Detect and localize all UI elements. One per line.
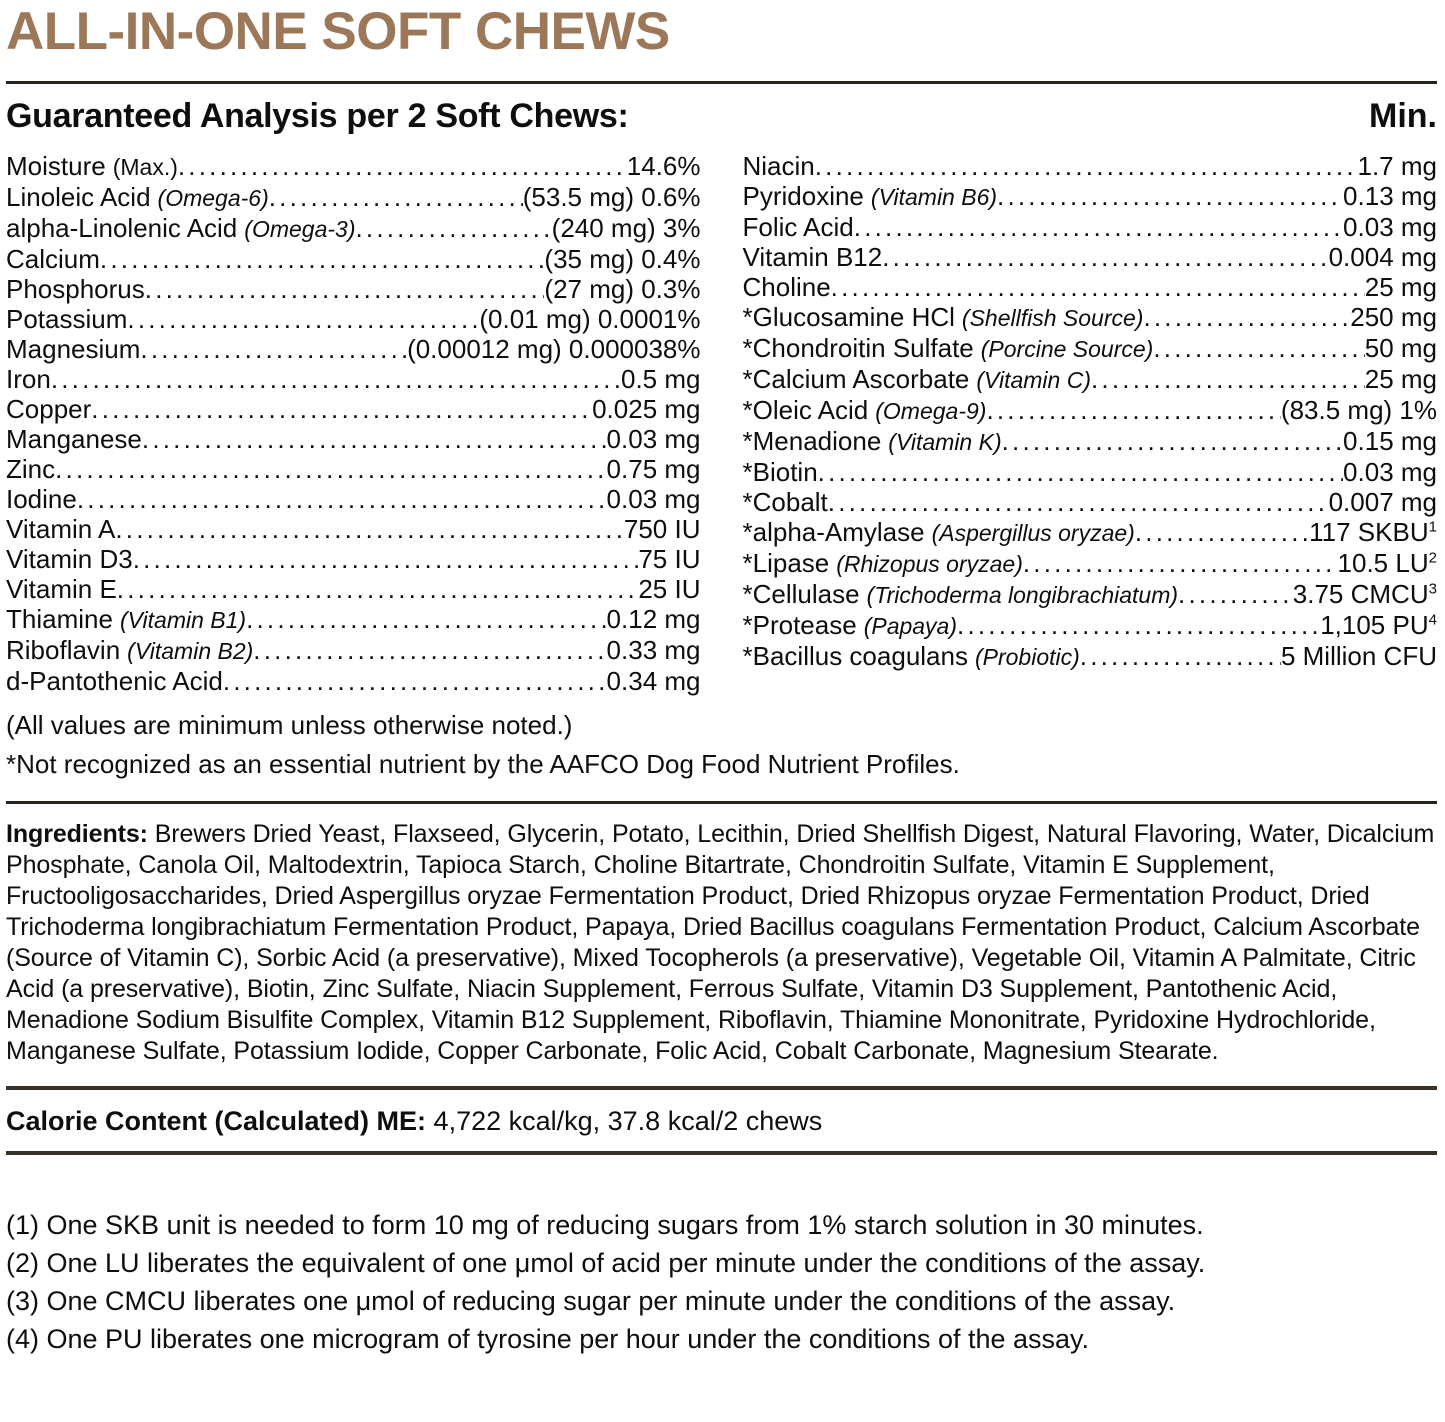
- dot-leader: [1002, 426, 1343, 456]
- nutrient-name: [6, 182, 269, 213]
- nutrient-name: [743, 242, 883, 272]
- nutrient-amount: 1,105 PU: [1320, 609, 1429, 640]
- nutrient-amount: 117 SKBU: [1309, 516, 1429, 547]
- dot-leader: [355, 213, 551, 243]
- nutrient-label: Vitamin A: [6, 513, 116, 544]
- analysis-row: [743, 151, 1438, 181]
- nutrient-amount: 50 mg: [1364, 332, 1437, 363]
- nutrient-name: [743, 395, 987, 426]
- nutrient-label: Linoleic Acid: [6, 181, 151, 212]
- nutrient-value: [1358, 151, 1438, 181]
- nutrient-amount: 0.12 mg: [606, 603, 701, 634]
- ingredients-paragraph: [6, 819, 1437, 1067]
- nutrient-label: Folic Acid: [742, 211, 854, 242]
- nutrient-label: *Cellulase: [742, 578, 860, 609]
- nutrient-value: [607, 484, 701, 514]
- nutrient-name: [743, 181, 998, 212]
- dot-leader: [997, 181, 1343, 211]
- dot-leader: [115, 514, 624, 544]
- dot-leader: [253, 635, 606, 665]
- nutrient-name: [743, 333, 1154, 364]
- nutrient-name: [743, 610, 958, 641]
- nutrient-name: [743, 457, 818, 487]
- nutrient-amount: 5 Million CFU: [1280, 640, 1437, 671]
- nutrient-amount: (27 mg) 0.3%: [544, 273, 701, 304]
- dot-leader: [1080, 641, 1281, 671]
- nutrient-label: Iodine: [6, 483, 77, 514]
- aafco-note: *Not recognized as an essential nutrient by the AAFCO Dog Food Nutrient Profiles.: [6, 748, 960, 779]
- nutrient-label: Vitamin B12: [742, 241, 883, 272]
- dot-leader: [100, 244, 545, 274]
- analysis-row: [6, 182, 701, 213]
- nutrient-label: *Calcium Ascorbate: [742, 363, 970, 394]
- nutrient-value: [1293, 579, 1437, 609]
- dot-leader: [818, 457, 1343, 487]
- nutrient-name: [743, 579, 1179, 610]
- nutrient-value: [1338, 548, 1437, 578]
- dot-leader: [51, 364, 621, 394]
- nutrient-amount: 10.5 LU: [1337, 547, 1429, 578]
- nutrient-label: Vitamin D3: [6, 543, 133, 574]
- analysis-row: [6, 604, 701, 635]
- divider: [6, 81, 1437, 84]
- analysis-row: [743, 610, 1438, 641]
- analysis-row: [6, 484, 701, 514]
- nutrient-label: *Lipase: [742, 547, 830, 578]
- nutrient-label: *Oleic Acid: [742, 394, 869, 425]
- analysis-row: [743, 212, 1438, 242]
- divider: [6, 801, 1437, 804]
- nutrient-note: (Max.): [112, 153, 178, 180]
- nutrient-value: [607, 454, 701, 484]
- nutrient-amount: 25 mg: [1364, 363, 1437, 394]
- nutrient-label: Moisture: [6, 150, 106, 181]
- nutrient-amount: 0.025 mg: [592, 393, 701, 424]
- nutrient-name: [6, 334, 140, 364]
- nutrient-name: [6, 484, 77, 514]
- analysis-row: [6, 424, 701, 454]
- nutrient-label: Copper: [6, 393, 92, 424]
- nutrient-name: [6, 544, 133, 574]
- analysis-row: [743, 364, 1438, 395]
- nutrient-note: (Vitamin B2): [127, 637, 254, 664]
- nutrient-amount: 250 mg: [1350, 301, 1437, 332]
- nutrient-name: [6, 394, 91, 424]
- analysis-row: [743, 517, 1438, 548]
- nutrient-amount: 0.5 mg: [621, 363, 701, 394]
- nutrient-amount: (0.00012 mg) 0.000038%: [407, 333, 701, 364]
- dot-leader: [1091, 364, 1365, 394]
- divider: [6, 1151, 1437, 1155]
- nutrient-label: Iron: [6, 363, 51, 394]
- nutrient-note: (Aspergillus oryzae): [931, 519, 1135, 546]
- nutrient-amount: 0.03 mg: [1343, 211, 1437, 242]
- nutrient-value: [1365, 333, 1437, 363]
- analysis-row: [6, 364, 701, 394]
- nutrient-name: [743, 426, 1002, 457]
- nutrient-value: [638, 544, 700, 574]
- analysis-row: [743, 548, 1438, 579]
- analysis-row: [743, 395, 1438, 426]
- calorie-content-label: Calorie Content (Calculated) ME:: [6, 1105, 427, 1136]
- footnote-marker: 3: [1428, 579, 1437, 597]
- nutrient-note: (Omega-9): [875, 397, 987, 424]
- nutrient-name: [743, 302, 1144, 333]
- analysis-row: [6, 213, 701, 244]
- calorie-content-value: 4,722 kcal/kg, 37.8 kcal/2 chews: [433, 1105, 823, 1136]
- dot-leader: [178, 151, 627, 181]
- all-values-note: (All values are minimum unless otherwise noted.): [6, 709, 573, 740]
- footnote-marker: 2: [1428, 548, 1437, 566]
- nutrient-label: *alpha-Amylase: [742, 516, 925, 547]
- nutrient-name: [743, 212, 854, 242]
- nutrient-value: [1343, 212, 1437, 242]
- footnote-cmcu: (3) One CMCU liberates one μmol of reducing sugar per minute under the conditions of the assay.: [6, 1285, 1176, 1316]
- dot-leader: [1143, 302, 1350, 332]
- footnote-pu: (4) One PU liberates one microgram of tyrosine per hour under the conditions of the assay.: [6, 1323, 1090, 1354]
- nutrient-name: [743, 272, 831, 302]
- nutrient-amount: 25 IU: [638, 573, 701, 604]
- nutrient-note: (Vitamin B1): [119, 606, 247, 633]
- nutrient-name: [6, 274, 145, 304]
- nutrient-value: [1281, 395, 1437, 425]
- nutrient-note: (Vitamin B6): [870, 183, 998, 210]
- footnote-lu: (2) One LU liberates the equivalent of one μmol of acid per minute under the conditions of the assay.: [6, 1247, 1206, 1278]
- nutrient-name: [743, 151, 815, 181]
- nutrient-value: [1329, 242, 1437, 272]
- nutrient-value: [1343, 426, 1437, 456]
- nutrient-note: (Vitamin K): [888, 428, 1002, 455]
- dot-leader: [1153, 333, 1364, 363]
- nutrient-amount: (83.5 mg) 1%: [1280, 394, 1437, 425]
- analysis-right-column: [743, 151, 1438, 696]
- analysis-row: [6, 574, 701, 604]
- nutrient-value: [523, 182, 701, 212]
- dot-leader: [1135, 517, 1309, 547]
- nutrient-amount: 0.15 mg: [1343, 425, 1437, 456]
- dot-leader: [55, 454, 606, 484]
- analysis-columns: [6, 151, 1437, 696]
- nutrient-name: [6, 213, 355, 244]
- nutrient-amount: 750 IU: [623, 513, 701, 544]
- analysis-row: [743, 641, 1438, 672]
- nutrient-amount: 0.03 mg: [1343, 456, 1437, 487]
- nutrient-value: [544, 244, 700, 274]
- nutrient-value: [627, 151, 701, 181]
- nutrient-name: [6, 604, 246, 635]
- analysis-row: [6, 151, 701, 182]
- analysis-row: [743, 302, 1438, 333]
- nutrient-note: (Trichoderma longibrachiatum): [866, 581, 1179, 608]
- nutrient-name: [743, 517, 1135, 548]
- dot-leader: [145, 274, 545, 304]
- analysis-row: [6, 304, 701, 334]
- analysis-row: [6, 454, 701, 484]
- nutrient-name: [6, 454, 55, 484]
- ingredients-list: Brewers Dried Yeast, Flaxseed, Glycerin, Potato, Lecithin, Dried Shellfish Digest, Natural Flavoring, Water, Dicalcium Phosphate, Canola Oil, Maltodextrin, Tapioca Starch, Choline Bitartrate, Chondroitin Sulfate, Vitamin E Supplement, Fructooligosaccharides, Dried Aspergillus oryzae Fermentation Product, Dried Rhizopus oryzae Fermentation Product, Dried Trichoderma longibrachiatum Fermentation Product, Papaya, Dried Bacillus coagulans Fermentation Product, Calcium Ascorbate (Source of Vitamin C), Sorbic Acid (a preservative), Mixed Tocopherols (a preservative), Vegetable Oil, Vitamin A Palmitate, Citric Acid (a preservative), Biotin, Zinc Sulfate, Niacin Supplement, Ferrous Sulfate, Vitamin D3 Supplement, Pantothenic Acid, Menadione Sodium Bisulfite Complex, Vitamin B12 Supplement, Riboflavin, Thiamine Mononitrate, Pyridoxine Hydrochloride, Manganese Sulfate, Potassium Iodide, Copper Carbonate, Folic Acid, Cobalt Carbonate, Magnesium Stearate.: [6, 819, 1435, 1065]
- nutrient-value: [479, 304, 700, 334]
- nutrient-label: Potassium: [6, 303, 128, 334]
- nutrient-name: [743, 364, 1092, 395]
- ingredients-label: Ingredients:: [6, 819, 148, 848]
- nutrient-label: Vitamin E: [6, 573, 117, 604]
- nutrient-amount: 0.007 mg: [1328, 486, 1437, 517]
- nutrient-label: Riboflavin: [6, 634, 121, 665]
- nutrient-note: (Papaya): [863, 612, 958, 639]
- nutrient-amount: 14.6%: [626, 150, 701, 181]
- nutrient-value: [592, 394, 700, 424]
- nutrient-label: Niacin: [742, 150, 815, 181]
- analysis-row: [6, 244, 701, 274]
- nutrient-amount: 1.7 mg: [1357, 150, 1437, 181]
- nutrient-label: Choline: [742, 271, 831, 302]
- nutrient-amount: 0.75 mg: [606, 453, 701, 484]
- nutrient-label: Magnesium: [6, 333, 141, 364]
- analysis-row: [743, 579, 1438, 610]
- nutrient-value: [1309, 517, 1437, 547]
- nutrient-value: [1343, 181, 1437, 211]
- nutrient-amount: 3.75 CMCU: [1292, 578, 1429, 609]
- product-title: ALL-IN-ONE SOFT CHEWS: [6, 2, 670, 61]
- analysis-left-column: [6, 151, 701, 696]
- nutrient-value: [407, 334, 700, 364]
- nutrient-label: *Menadione: [742, 425, 882, 456]
- nutrient-value: [1350, 302, 1437, 332]
- dot-leader: [117, 574, 639, 604]
- nutrient-name: [6, 304, 127, 334]
- dot-leader: [140, 334, 407, 364]
- divider: [6, 1086, 1437, 1090]
- nutrient-name: [743, 641, 1080, 672]
- dot-leader: [269, 182, 523, 212]
- nutrient-value: [624, 514, 701, 544]
- nutrient-note: (Probiotic): [974, 643, 1080, 670]
- nutrient-label: Calcium: [6, 243, 100, 274]
- nutrient-value: [1365, 364, 1437, 394]
- nutrient-value: [621, 364, 701, 394]
- nutrient-label: alpha-Linolenic Acid: [6, 212, 238, 243]
- dot-leader: [127, 304, 479, 334]
- nutrient-label: *Protease: [742, 609, 857, 640]
- dot-leader: [77, 484, 607, 514]
- analysis-row: [6, 334, 701, 364]
- guaranteed-analysis-heading: Guaranteed Analysis per 2 Soft Chews:: [6, 96, 629, 135]
- dot-leader: [815, 151, 1358, 181]
- calorie-content-line: [6, 1106, 1437, 1136]
- analysis-row: [6, 635, 701, 666]
- analysis-row: [6, 544, 701, 574]
- nutrient-note: (Shellfish Source): [961, 304, 1144, 331]
- dot-leader: [246, 604, 606, 634]
- dot-leader: [223, 666, 607, 696]
- dot-leader: [986, 395, 1280, 425]
- guaranteed-analysis-header: [6, 97, 1437, 136]
- nutrient-value: [552, 213, 701, 243]
- nutrient-note: (Omega-6): [157, 184, 269, 211]
- nutrient-amount: (0.01 mg) 0.0001%: [479, 303, 701, 334]
- dot-leader: [957, 610, 1320, 640]
- nutrient-amount: 75 IU: [638, 543, 701, 574]
- nutrient-amount: 25 mg: [1364, 271, 1437, 302]
- nutrient-label: Phosphorus: [6, 273, 145, 304]
- nutrient-label: d-Pantothenic Acid: [6, 665, 223, 696]
- dot-leader: [831, 272, 1365, 302]
- nutrient-amount: 0.004 mg: [1328, 241, 1437, 272]
- nutrient-label: *Biotin: [742, 456, 818, 487]
- nutrient-amount: 0.34 mg: [606, 665, 701, 696]
- analysis-row: [6, 394, 701, 424]
- analysis-row: [6, 666, 701, 696]
- nutrient-value: [1365, 272, 1437, 302]
- nutrient-name: [743, 548, 1023, 579]
- nutrient-label: Thiamine: [6, 603, 113, 634]
- nutrient-name: [6, 244, 100, 274]
- nutrient-amount: 0.03 mg: [606, 483, 701, 514]
- analysis-row: [743, 457, 1438, 487]
- nutrient-note: (Vitamin C): [976, 366, 1091, 393]
- nutrient-value: [607, 604, 701, 634]
- analysis-row: [743, 272, 1438, 302]
- nutrient-value: [638, 574, 700, 604]
- nutrient-value: [1329, 487, 1437, 517]
- analysis-row: [743, 426, 1438, 457]
- analysis-row: [743, 487, 1438, 517]
- nutrient-value: [1320, 610, 1437, 640]
- nutrient-amount: 0.13 mg: [1343, 180, 1437, 211]
- dot-leader: [854, 212, 1343, 242]
- nutrient-note: (Porcine Source): [980, 335, 1154, 362]
- footnotes-section: [6, 1209, 1437, 1354]
- analysis-row: [6, 274, 701, 304]
- nutrient-name: [743, 487, 828, 517]
- nutrient-value: [607, 666, 701, 696]
- analysis-row: [6, 514, 701, 544]
- analysis-row: [743, 333, 1438, 364]
- min-column-header: Min.: [1369, 96, 1437, 135]
- nutrient-amount: (240 mg) 3%: [551, 212, 701, 243]
- nutrient-label: Manganese: [6, 423, 142, 454]
- nutrient-name: [6, 635, 253, 666]
- nutrient-value: [607, 635, 701, 665]
- dot-leader: [1178, 579, 1293, 609]
- nutrient-name: [6, 364, 51, 394]
- nutrient-name: [6, 151, 178, 182]
- nutrient-label: *Bacillus coagulans: [742, 640, 968, 671]
- nutrient-amount: 0.33 mg: [606, 634, 701, 665]
- nutrient-value: [1343, 457, 1437, 487]
- footnote-skb: (1) One SKB unit is needed to form 10 mg of reducing sugars from 1% starch solution in 30 minutes.: [6, 1209, 1204, 1240]
- nutrient-value: [544, 274, 700, 304]
- dot-leader: [91, 394, 592, 424]
- nutrient-amount: 0.03 mg: [606, 423, 701, 454]
- dot-leader: [133, 544, 639, 574]
- analysis-row: [743, 242, 1438, 272]
- nutrient-name: [6, 514, 115, 544]
- analysis-row: [743, 181, 1438, 212]
- footnote-marker: 1: [1428, 517, 1437, 535]
- nutrient-label: Zinc: [6, 453, 56, 484]
- nutrient-name: [6, 574, 117, 604]
- nutrient-value: [607, 424, 701, 454]
- dot-leader: [1023, 548, 1338, 578]
- nutrient-value: [1281, 641, 1437, 671]
- nutrient-note: (Rhizopus oryzae): [836, 550, 1023, 577]
- nutrient-name: [6, 666, 223, 696]
- nutrient-label: *Chondroitin Sulfate: [742, 332, 974, 363]
- dot-leader: [142, 424, 607, 454]
- nutrient-note: (Omega-3): [244, 215, 356, 242]
- nutrient-amount: (53.5 mg) 0.6%: [522, 181, 701, 212]
- nutrient-name: [6, 424, 142, 454]
- nutrient-amount: (35 mg) 0.4%: [544, 243, 701, 274]
- nutrient-label: *Glucosamine HCl: [742, 301, 955, 332]
- dot-leader: [882, 242, 1328, 272]
- footnote-marker: 4: [1428, 610, 1437, 628]
- nutrient-label: Pyridoxine: [742, 180, 864, 211]
- dot-leader: [828, 487, 1329, 517]
- nutrient-label: *Cobalt: [742, 486, 828, 517]
